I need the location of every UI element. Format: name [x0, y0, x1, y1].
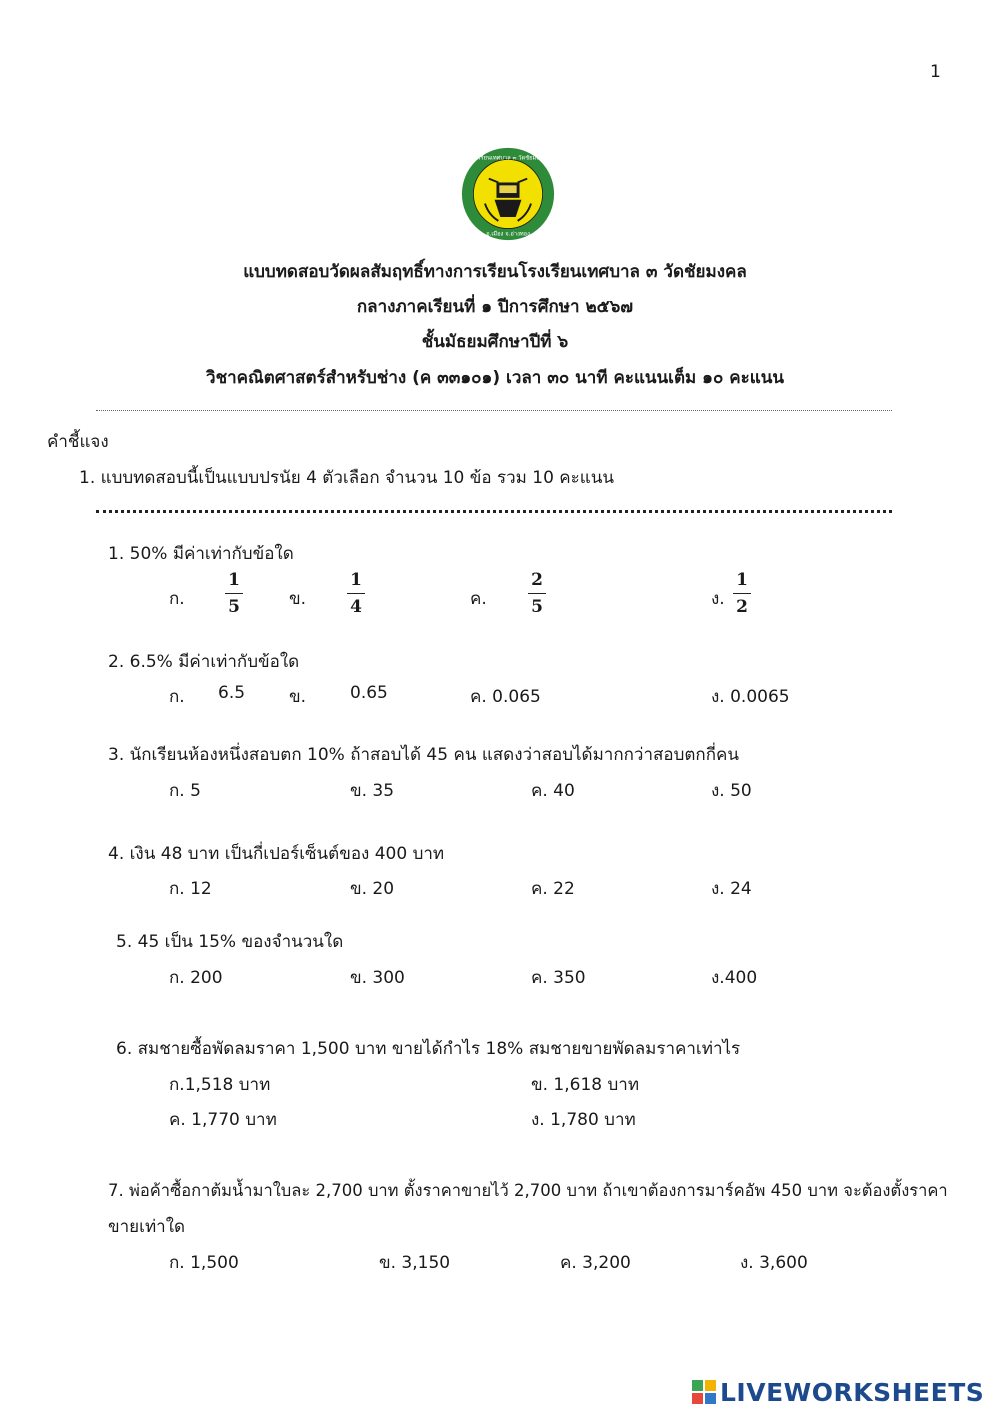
- exam-title: แบบทดสอบวัดผลสัมฤทธิ์ทางการเรียนโรงเรียนเทศบาล ๓ วัดชัยมงคล: [243, 262, 747, 282]
- fraction-bar: [733, 593, 751, 594]
- question-3-text: 3. นักเรียนห้องหนึ่งสอบตก 10% ถ้าสอบได้ 45 คน แสดงว่าสอบได้มากกว่าสอบตกกี่คน: [108, 745, 740, 765]
- question-1-choice-c-fraction: [527, 570, 547, 617]
- dotted-divider-heavy: [96, 510, 892, 513]
- fraction-numerator: 1: [350, 570, 362, 590]
- fraction-bar: [225, 593, 243, 594]
- exam-term: กลางภาคเรียนที่ ๑ ปีการศึกษา ๒๕๖๗: [356, 297, 634, 317]
- question-1-choice-a-label[interactable]: ก.: [169, 589, 185, 609]
- question-3-choice-a[interactable]: ก. 5: [169, 781, 201, 801]
- dotted-divider: [96, 410, 892, 411]
- question-4-text: 4. เงิน 48 บาท เป็นกี่เปอร์เซ็นต์ของ 400 บาท: [108, 844, 445, 864]
- question-6-choice-b[interactable]: ข. 1,618 บาท: [531, 1075, 640, 1095]
- question-6-choice-d[interactable]: ง. 1,780 บาท: [531, 1110, 636, 1130]
- question-5-choice-c[interactable]: ค. 350: [531, 968, 586, 988]
- fraction-numerator: 2: [531, 570, 543, 590]
- question-2-choice-d[interactable]: ง. 0.0065: [711, 687, 790, 707]
- question-7-choice-d[interactable]: ง. 3,600: [740, 1253, 808, 1273]
- question-6-text: 6. สมชายซื้อพัดลมราคา 1,500 บาท ขายได้กำไร 18% สมชายขายพัดลมราคาเท่าไร: [116, 1039, 741, 1059]
- exam-subject: วิชาคณิตศาสตร์สำหรับช่าง (ค ๓๓๑๐๑) เวลา ๓๐ นาที คะแนนเต็ม ๑๐ คะแนน: [206, 368, 784, 388]
- fraction-denominator: 5: [228, 597, 240, 617]
- question-2-choice-b-label[interactable]: ข.: [289, 687, 307, 707]
- question-2-choice-a-label[interactable]: ก.: [169, 687, 185, 707]
- question-4-choice-a[interactable]: ก. 12: [169, 879, 212, 899]
- question-7-text-line2: ขายเท่าใด: [108, 1217, 186, 1237]
- fraction-denominator: 4: [350, 597, 362, 617]
- question-1-text: 1. 50% มีค่าเท่ากับข้อใด: [108, 544, 294, 564]
- question-4-choice-b[interactable]: ข. 20: [350, 879, 395, 899]
- question-5-choice-d[interactable]: ง.400: [711, 968, 758, 988]
- liveworksheets-logo-icon: [692, 1380, 716, 1404]
- question-2-choice-a-value[interactable]: 6.5: [218, 683, 246, 703]
- page-number: 1: [930, 62, 941, 82]
- question-1-choice-d-label[interactable]: ง.: [711, 589, 725, 609]
- fraction-bar: [347, 593, 365, 594]
- school-logo: [460, 146, 556, 242]
- instructions-item: 1. แบบทดสอบนี้เป็นแบบปรนัย 4 ตัวเลือก จำนวน 10 ข้อ รวม 10 คะแนน: [79, 468, 615, 488]
- liveworksheets-watermark: LIVEWORKSHEETS: [720, 1378, 985, 1407]
- fraction-bar: [528, 593, 546, 594]
- question-1-choice-d-fraction: [732, 570, 752, 617]
- question-4-choice-c[interactable]: ค. 22: [531, 879, 575, 899]
- logo-text-top: โรงเรียนเทศบาล ๓ วัดชัยมงคล: [469, 155, 547, 162]
- question-1-choice-c-label[interactable]: ค.: [470, 589, 487, 609]
- question-6-choice-a[interactable]: ก.1,518 บาท: [169, 1075, 271, 1095]
- question-7-choice-a[interactable]: ก. 1,500: [169, 1253, 239, 1273]
- question-1-choice-a-fraction: [224, 570, 244, 617]
- question-1-choice-b-fraction: [346, 570, 366, 617]
- question-1-choice-b-label[interactable]: ข.: [289, 589, 307, 609]
- question-6-choice-c[interactable]: ค. 1,770 บาท: [169, 1110, 277, 1130]
- question-3-choice-c[interactable]: ค. 40: [531, 781, 575, 801]
- question-2-choice-b-value[interactable]: 0.65: [350, 683, 388, 703]
- question-2-choice-c[interactable]: ค. 0.065: [470, 687, 541, 707]
- question-7-text: 7. พ่อค้าซื้อกาต้มน้ำมาใบละ 2,700 บาท ตั้งราคาขายไว้ 2,700 บาท ถ้าเขาต้องการมาร์คอัพ 450 บาท จะต้องตั้งราคา: [108, 1181, 948, 1200]
- logo-text-bottom: อ.เมือง จ.อ่างทอง: [486, 231, 530, 238]
- fraction-numerator: 1: [228, 570, 240, 590]
- question-7-choice-c[interactable]: ค. 3,200: [560, 1253, 631, 1273]
- exam-grade: ชั้นมัธยมศึกษาปีที่ ๖: [421, 332, 569, 352]
- fraction-numerator: 1: [736, 570, 748, 590]
- question-5-choice-a[interactable]: ก. 200: [169, 968, 223, 988]
- question-4-choice-d[interactable]: ง. 24: [711, 879, 752, 899]
- question-3-choice-b[interactable]: ข. 35: [350, 781, 395, 801]
- fraction-denominator: 5: [531, 597, 543, 617]
- fraction-denominator: 2: [736, 597, 748, 617]
- question-7-choice-b[interactable]: ข. 3,150: [379, 1253, 451, 1273]
- question-2-text: 2. 6.5% มีค่าเท่ากับข้อใด: [108, 652, 300, 672]
- question-5-text: 5. 45 เป็น 15% ของจำนวนใด: [116, 932, 344, 952]
- instructions-label: คำชี้แจง: [47, 432, 109, 452]
- question-5-choice-b[interactable]: ข. 300: [350, 968, 405, 988]
- question-3-choice-d[interactable]: ง. 50: [711, 781, 752, 801]
